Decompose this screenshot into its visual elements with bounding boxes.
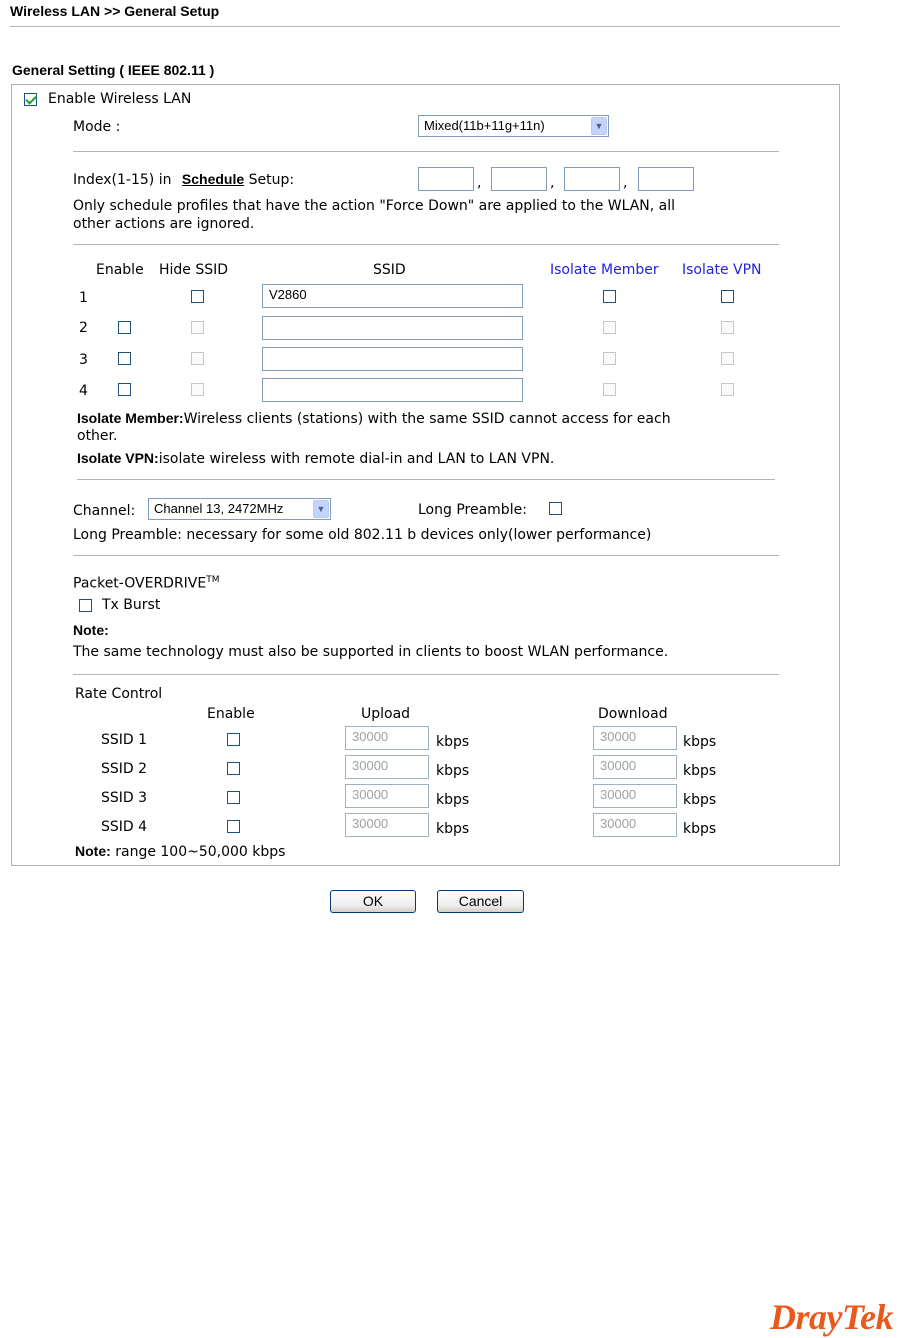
divider <box>77 479 775 480</box>
rate-ssid3-upload-input[interactable]: 30000 <box>345 784 429 808</box>
trademark: TM <box>206 575 220 585</box>
schedule-separator: , <box>550 175 555 191</box>
schedule-separator: , <box>477 175 482 191</box>
ssid3-isolate-vpn-checkbox[interactable] <box>721 352 734 365</box>
tx-burst-label: Tx Burst <box>102 597 161 613</box>
ssid-row-index: 4 <box>79 383 88 399</box>
ssid2-isolate-member-checkbox[interactable] <box>603 321 616 334</box>
schedule-suffix: Setup: <box>248 172 295 188</box>
schedule-label <box>73 171 294 188</box>
long-preamble-note: Long Preamble: necessary for some old 802.11 b devices only(lower performance) <box>73 527 652 543</box>
packet-overdrive-note-label: Note: <box>73 622 109 638</box>
kbps-unit: kbps <box>683 763 717 779</box>
rate-row-name: SSID 3 <box>101 790 148 806</box>
ssid3-enable-checkbox[interactable] <box>118 352 131 365</box>
kbps-unit: kbps <box>436 763 470 779</box>
isolate-vpn-note-label: Isolate VPN: <box>77 450 159 466</box>
mode-label: Mode : <box>73 119 121 135</box>
isolate-vpn-note-text: isolate wireless with remote dial-in and LAN to LAN VPN. <box>158 451 555 467</box>
kbps-unit: kbps <box>683 792 717 808</box>
ssid1-hide-checkbox[interactable] <box>191 290 204 303</box>
packet-overdrive-title <box>73 575 220 592</box>
kbps-unit: kbps <box>436 792 470 808</box>
enable-wireless-lan-label: Enable Wireless LAN <box>48 91 192 107</box>
ok-button[interactable]: OK <box>330 890 416 913</box>
draytek-logo <box>770 1296 893 1338</box>
divider <box>73 244 779 245</box>
long-preamble-checkbox[interactable] <box>549 502 562 515</box>
ssid1-isolate-member-checkbox[interactable] <box>603 290 616 303</box>
ssid1-input[interactable]: V2860 <box>262 284 523 308</box>
channel-select-value: Channel 13, 2472MHz <box>154 501 284 516</box>
header-enable: Enable <box>96 262 144 278</box>
divider <box>73 151 779 152</box>
rate-row-name: SSID 2 <box>101 761 148 777</box>
rate-ssid4-download-input[interactable]: 30000 <box>593 813 677 837</box>
long-preamble-label: Long Preamble: <box>418 502 527 518</box>
schedule-note-line1: Only schedule profiles that have the action "Force Down" are applied to the WLAN, all <box>73 198 676 214</box>
rate-ssid3-enable-checkbox[interactable] <box>227 791 240 804</box>
isolate-vpn-note <box>77 450 554 467</box>
isolate-member-note-label: Isolate Member: <box>77 410 184 426</box>
chevron-down-icon: ▼ <box>313 500 329 518</box>
channel-label: Channel: <box>73 503 136 519</box>
ssid4-isolate-member-checkbox[interactable] <box>603 383 616 396</box>
rate-row-name: SSID 4 <box>101 819 148 835</box>
ssid-row-index: 1 <box>79 290 88 306</box>
ssid4-hide-checkbox[interactable] <box>191 383 204 396</box>
chevron-down-icon: ▼ <box>591 117 607 135</box>
tx-burst-checkbox[interactable] <box>79 599 92 612</box>
channel-select[interactable] <box>148 498 331 520</box>
ssid-row-index: 2 <box>79 320 88 336</box>
rate-row-name: SSID 1 <box>101 732 148 748</box>
kbps-unit: kbps <box>683 821 717 837</box>
cancel-button[interactable]: Cancel <box>437 890 524 913</box>
ssid2-isolate-vpn-checkbox[interactable] <box>721 321 734 334</box>
ssid3-input[interactable] <box>262 347 523 371</box>
schedule-separator: , <box>623 175 628 191</box>
rate-ssid2-enable-checkbox[interactable] <box>227 762 240 775</box>
schedule-index-2-input[interactable] <box>491 167 547 191</box>
rate-control-note-label: Note: <box>75 843 111 859</box>
kbps-unit: kbps <box>436 821 470 837</box>
ssid2-enable-checkbox[interactable] <box>118 321 131 334</box>
rate-control-note <box>75 843 285 860</box>
rate-control-note-text: range 100~50,000 kbps <box>115 844 286 860</box>
rate-ssid2-download-input[interactable]: 30000 <box>593 755 677 779</box>
schedule-index-4-input[interactable] <box>638 167 694 191</box>
ssid4-isolate-vpn-checkbox[interactable] <box>721 383 734 396</box>
ssid4-enable-checkbox[interactable] <box>118 383 131 396</box>
breadcrumb-divider <box>10 26 840 27</box>
brand-part1: Dray <box>770 1297 842 1337</box>
ssid2-input[interactable] <box>262 316 523 340</box>
ssid1-isolate-vpn-checkbox[interactable] <box>721 290 734 303</box>
rate-header-enable: Enable <box>207 706 255 722</box>
rate-ssid1-download-input[interactable]: 30000 <box>593 726 677 750</box>
mode-select[interactable] <box>418 115 609 137</box>
ssid2-hide-checkbox[interactable] <box>191 321 204 334</box>
isolate-member-note <box>77 410 671 427</box>
ssid4-input[interactable] <box>262 378 523 402</box>
schedule-link[interactable]: Schedule <box>181 171 245 187</box>
rate-ssid1-upload-input[interactable]: 30000 <box>345 726 429 750</box>
divider <box>73 555 779 556</box>
ssid-row-index: 3 <box>79 352 88 368</box>
rate-ssid3-download-input[interactable]: 30000 <box>593 784 677 808</box>
schedule-note-line2: other actions are ignored. <box>73 216 255 232</box>
header-hide-ssid: Hide SSID <box>159 262 229 278</box>
rate-ssid4-upload-input[interactable]: 30000 <box>345 813 429 837</box>
ssid3-isolate-member-checkbox[interactable] <box>603 352 616 365</box>
divider <box>73 674 779 675</box>
kbps-unit: kbps <box>436 734 470 750</box>
brand-part2: Tek <box>842 1297 894 1337</box>
schedule-prefix: Index(1-15) in <box>73 172 172 188</box>
rate-header-download: Download <box>598 706 668 722</box>
ssid3-hide-checkbox[interactable] <box>191 352 204 365</box>
schedule-index-3-input[interactable] <box>564 167 620 191</box>
isolate-member-note-line2: other. <box>77 428 118 444</box>
rate-ssid4-enable-checkbox[interactable] <box>227 820 240 833</box>
header-ssid: SSID <box>373 262 406 278</box>
mode-select-value: Mixed(11b+11g+11n) <box>424 118 545 133</box>
kbps-unit: kbps <box>683 734 717 750</box>
rate-ssid2-upload-input[interactable]: 30000 <box>345 755 429 779</box>
header-isolate-member: Isolate Member <box>550 262 659 278</box>
packet-overdrive-title-text: Packet-OVERDRIVE <box>73 575 207 592</box>
enable-wireless-lan-checkbox[interactable] <box>24 93 37 106</box>
schedule-index-1-input[interactable] <box>418 167 474 191</box>
packet-overdrive-note-text: The same technology must also be supported in clients to boost WLAN performance. <box>73 644 669 660</box>
header-isolate-vpn: Isolate VPN <box>682 262 762 278</box>
isolate-member-note-text: Wireless clients (stations) with the same SSID cannot access for each <box>183 411 671 427</box>
section-title: General Setting ( IEEE 802.11 ) <box>12 62 215 78</box>
breadcrumb: Wireless LAN >> General Setup <box>10 3 220 19</box>
rate-control-title: Rate Control <box>75 686 163 702</box>
rate-header-upload: Upload <box>361 706 411 722</box>
rate-ssid1-enable-checkbox[interactable] <box>227 733 240 746</box>
